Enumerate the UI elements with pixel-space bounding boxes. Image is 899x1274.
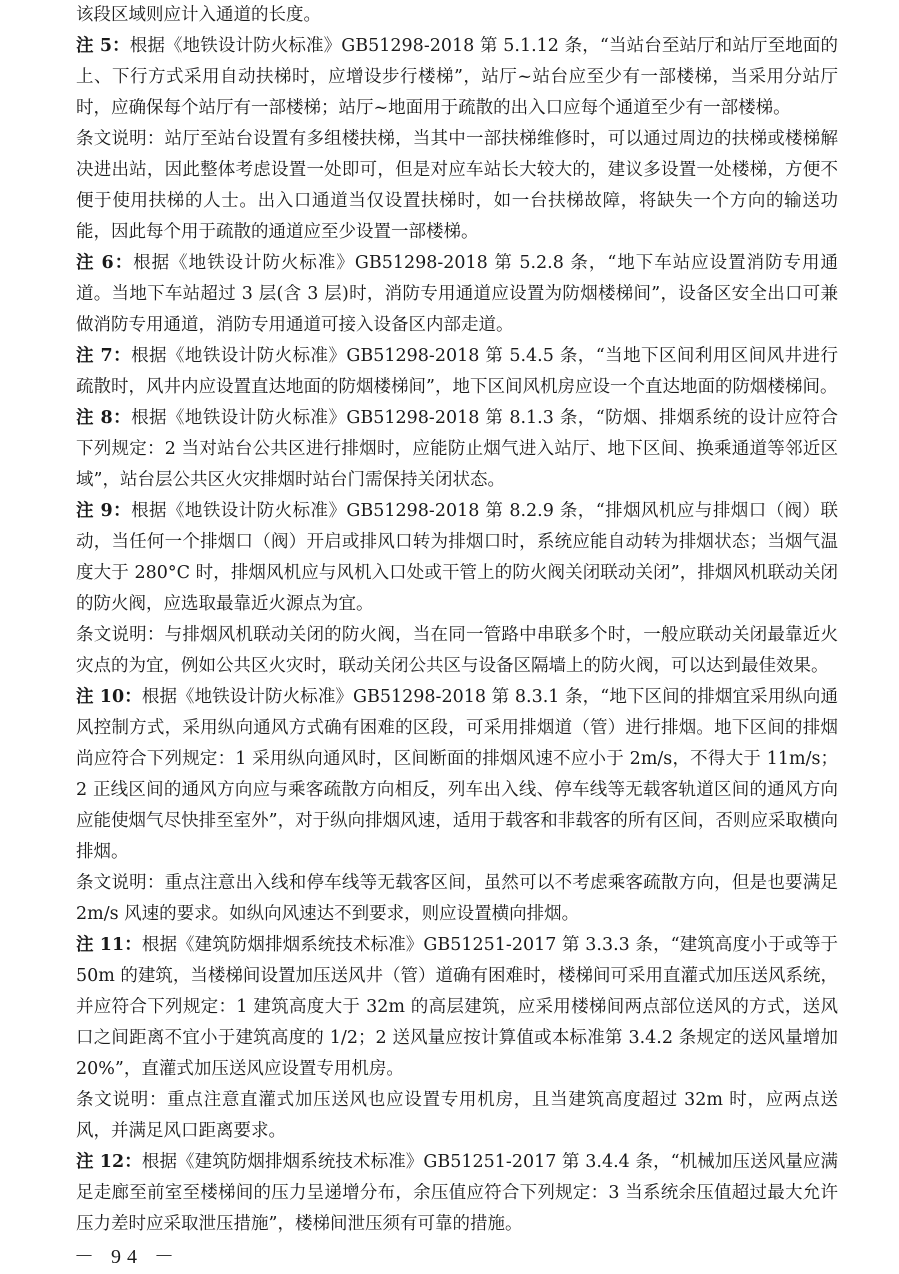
- explanation-note-10: [76, 868, 838, 930]
- note-text: 根据《建筑防烟排烟系统技术标准》GB51251-2017 第 3.4.4 条，“机械加压送风量应满足走廊至前室至楼梯间的压力呈递增分布，余压值应符合下列规定：3 当系统余压值超过最大允许压力差时应采取泄压措施”，楼梯间泄压须有可靠的措施。: [76, 1152, 838, 1234]
- page-number: － 94 －: [74, 1246, 180, 1268]
- note-11: [76, 930, 838, 1085]
- paragraph-continuation: [76, 0, 838, 31]
- note-label: 注 8：: [76, 408, 132, 428]
- explanation-text: 条文说明：重点注意直灌式加压送风也应设置专用机房，且当建筑高度超过 32m 时，应两点送风，并满足风口距离要求。: [76, 1090, 838, 1141]
- note-label: 注 7：: [76, 346, 132, 366]
- note-label: 注 12：: [76, 1152, 142, 1172]
- note-text: 根据《地铁设计防火标准》GB51298-2018 第 5.4.5 条，“当地下区间利用区间风井进行疏散时，风井内应设置直达地面的防烟楼梯间”，地下区间风机房应设一个直达地面的防烟楼梯间。: [76, 346, 838, 397]
- note-text: 根据《建筑防烟排烟系统技术标准》GB51251-2017 第 3.3.3 条，“建筑高度小于或等于 50m 的建筑，当楼梯间设置加压送风井（管）道确有困难时，楼梯间可采用直灌式加压送风系统，并应符合下列规定：1 建筑高度大于 32m 的高层建筑，应采用楼梯间两点部位送风的方式，送风口之间距离不宜小于建筑高度的 1/2；2 送风量应按计算值或本标准第 3.4.2 条规定的送风量增加 20%”，直灌式加压送风应设置专用机房。: [76, 935, 838, 1079]
- note-10: [76, 682, 838, 868]
- note-text: 根据《地铁设计防火标准》GB51298-2018 第 8.3.1 条，“地下区间的排烟宜采用纵向通风控制方式，采用纵向通风方式确有困难的区段，可采用排烟道（管）进行排烟。地下区间的排烟尚应符合下列规定：1 采用纵向通风时，区间断面的排烟风速不应小于 2m/s，不得大于 11m/s；2 正线区间的通风方向应与乘客疏散方向相反，列车出入线、停车线等无载客轨道区间的通风方向应能使烟气尽快排至室外”，对于纵向排烟风速，适用于载客和非载客的所有区间，否则应采取横向排烟。: [76, 687, 838, 862]
- note-12: [76, 1147, 838, 1240]
- note-5: [76, 31, 838, 124]
- explanation-note-11: [76, 1085, 838, 1147]
- note-label: 注 11：: [76, 935, 142, 955]
- paragraph-text: 该段区域则应计入通道的长度。: [76, 5, 321, 25]
- explanation-text: 条文说明：与排烟风机联动关闭的防火阀，当在同一管路中串联多个时，一般应联动关闭最靠近火灾点的为宜，例如公共区火灾时，联动关闭公共区与设备区隔墙上的防火阀，可以达到最佳效果。: [76, 625, 838, 676]
- document-body: [76, 0, 838, 1240]
- note-text: 根据《地铁设计防火标准》GB51298-2018 第 8.2.9 条，“排烟风机应与排烟口（阀）联动，当任何一个排烟口（阀）开启或排风口转为排烟口时，系统应能自动转为排烟状态；当烟气温度大于 280°C 时，排烟风机应与风机入口处或干管上的防火阀关闭联动关闭”，排烟风机联动关闭的防火阀，应选取最靠近火源点为宜。: [76, 501, 838, 614]
- note-label: 注 9：: [76, 501, 132, 521]
- note-text: 根据《地铁设计防火标准》GB51298-2018 第 8.1.3 条，“防烟、排烟系统的设计应符合下列规定：2 当对站台公共区进行排烟时，应能防止烟气进入站厅、地下区间、换乘通道等邻近区域”，站台层公共区火灾排烟时站台门需保持关闭状态。: [76, 408, 838, 490]
- note-label: 注 6：: [76, 253, 134, 273]
- explanation-note-5: [76, 124, 838, 248]
- explanation-note-9: [76, 620, 838, 682]
- explanation-text: 条文说明：重点注意出入线和停车线等无载客区间，虽然可以不考虑乘客疏散方向，但是也要满足 2m/s 风速的要求。如纵向风速达不到要求，则应设置横向排烟。: [76, 873, 838, 924]
- note-7: [76, 341, 838, 403]
- note-9: [76, 496, 838, 620]
- note-8: [76, 403, 838, 496]
- note-6: [76, 248, 838, 341]
- note-text: 根据《地铁设计防火标准》GB51298-2018 第 5.1.12 条，“当站台至站厅和站厅至地面的上、下行方式采用自动扶梯时，应增设步行楼梯”，站厅~站台应至少有一部楼梯，当采用分站厅时，应确保每个站厅有一部楼梯；站厅~地面用于疏散的出入口应每个通道至少有一部楼梯。: [76, 36, 838, 118]
- note-label: 注 10：: [76, 687, 142, 707]
- explanation-text: 条文说明：站厅至站台设置有多组楼扶梯，当其中一部扶梯维修时，可以通过周边的扶梯或楼梯解决进出站，因此整体考虑设置一处即可，但是对应车站长大较大的，建议多设置一处楼梯，方便不便于使用扶梯的人士。出入口通道当仅设置扶梯时，如一台扶梯故障，将缺失一个方向的输送功能，因此每个用于疏散的通道应至少设置一部楼梯。: [76, 129, 838, 242]
- note-label: 注 5：: [76, 36, 130, 56]
- note-text: 根据《地铁设计防火标准》GB51298-2018 第 5.2.8 条，“地下车站应设置消防专用通道。当地下车站超过 3 层(含 3 层)时，消防专用通道应设置为防烟楼梯间”，设备区安全出口可兼做消防专用通道，消防专用通道可接入设备区内部走道。: [76, 253, 838, 335]
